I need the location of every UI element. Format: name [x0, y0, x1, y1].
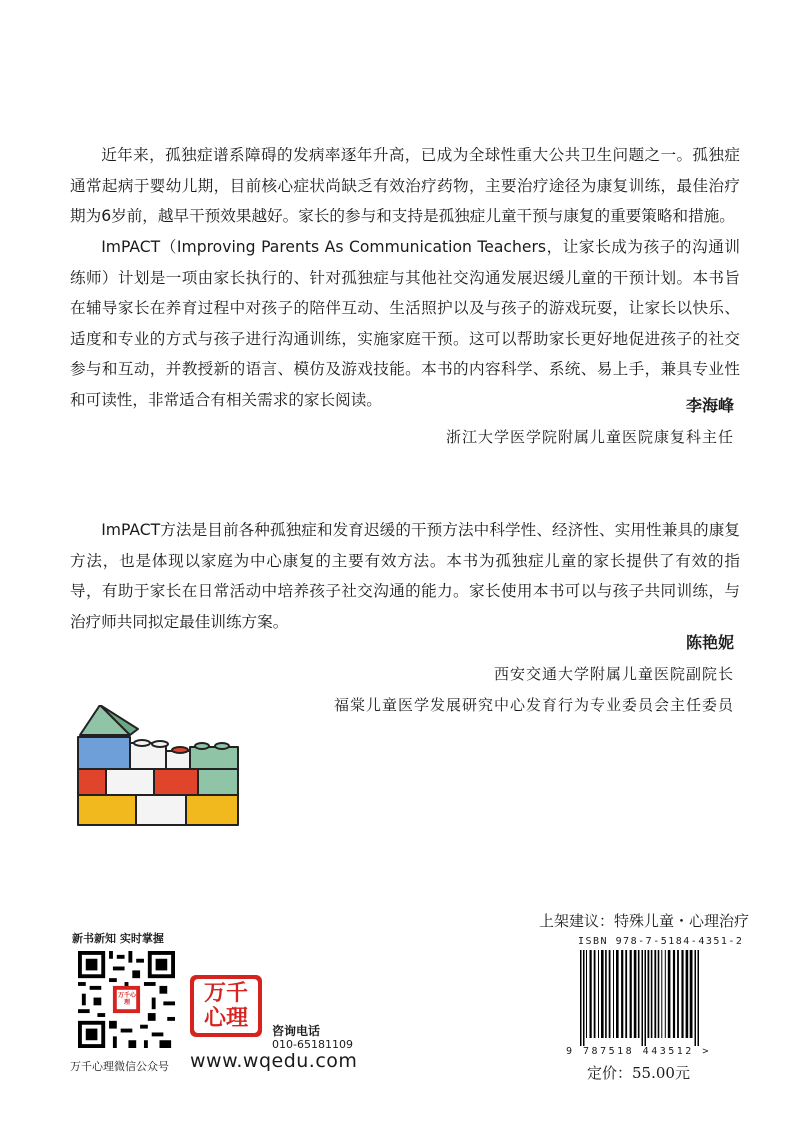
- logo-line-2: 心理: [203, 1006, 248, 1031]
- shelf-suggestion: 上架建议：特殊儿童・心理治疗: [539, 912, 750, 930]
- barcode-bar: [648, 950, 650, 1038]
- isbn-barcode: [574, 950, 740, 1046]
- barcode-bar: [642, 950, 644, 1046]
- hotline-number: 010-65181109: [272, 1038, 353, 1051]
- barcode-bar: [654, 950, 656, 1038]
- barcode-bar: [625, 950, 627, 1038]
- price: 定价：55.00元: [587, 1064, 690, 1082]
- isbn-text: ISBN 978-7-5184-4351-2: [578, 936, 744, 947]
- barcode-bar: [673, 950, 675, 1038]
- barcode-bar: [645, 950, 647, 1046]
- barcode-bar: [580, 950, 582, 1046]
- barcode-bar: [698, 950, 700, 1046]
- qr-caption-bottom: 万千心理微信公众号: [70, 1060, 169, 1073]
- hotline-label: 咨询电话: [272, 1024, 321, 1038]
- barcode-bar: [621, 950, 623, 1038]
- qr-center-label: 万千心理: [117, 992, 136, 1006]
- barcode-bar: [601, 950, 604, 1038]
- barcode-bar: [613, 950, 614, 1038]
- foreword-author-1-title: 浙江大学医学院附属儿童医院康复科主任: [445, 428, 734, 446]
- barcode-bar: [658, 950, 660, 1038]
- barcode-bar: [651, 950, 653, 1038]
- barcode-bar: [594, 950, 596, 1038]
- website-link[interactable]: www.wqedu.com: [190, 1050, 358, 1072]
- barcode-bar: [605, 950, 607, 1038]
- qr-caption-top: 新书新知 实时掌握: [72, 932, 164, 945]
- logo-line-1: 万千: [203, 981, 248, 1006]
- foreword-author-2: 陈艳妮: [685, 633, 734, 652]
- foreword-paragraph-2: ImPACT（Improving Parents As Communication Teachers，让家长成为孩子的沟通训练师）计划是一项由家长执行的、针对孤独症与其他社交沟通发展迟缓儿童的干预计划。本书旨在辅导家长在养育过程中对孩子的陪伴互动、生活照护以及与孩子的游戏玩耍，让家长以快乐、适度和专业的方式与孩子进行沟通训练，实施家庭干预。这可以帮助家长更好地促进孩子的社交参与和互动，并教授新的语言、模仿及游戏技能。本书的内容科学、系统、易上手，兼具专业性和可读性，非常适合有相关需求的家长阅读。: [70, 238, 740, 409]
- barcode-bar: [634, 950, 637, 1038]
- barcode-bar: [609, 950, 611, 1038]
- barcode-digits: 9 787518 443512 >: [566, 1046, 711, 1057]
- barcode-bar: [665, 950, 666, 1038]
- barcode-bar: [695, 950, 697, 1046]
- foreword-paragraph-1: 近年来，孤独症谱系障碍的发病率逐年升高，已成为全球性重大公共卫生问题之一。孤独症通常起病于婴幼儿期，目前核心症状尚缺乏有效治疗药物，主要治疗途径为康复训练，最佳治疗期为6岁前，越早干预效果越好。家长的参与和支持是孤独症儿童干预与康复的重要策略和措施。: [70, 146, 740, 225]
- foreword-author-2-title-2: 福棠儿童医学发展研究中心发育行为专业委员会主任委员: [333, 696, 734, 714]
- barcode-bar: [638, 950, 640, 1038]
- barcode-bar: [583, 950, 585, 1046]
- barcode-bar: [590, 950, 592, 1038]
- publisher-logo: [190, 975, 262, 1037]
- barcode-bar: [586, 950, 587, 1038]
- barcode-bar: [598, 950, 599, 1038]
- building-blocks-illustration: [70, 705, 250, 830]
- barcode-bar: [677, 950, 679, 1038]
- foreword-author-1: 李海峰: [685, 396, 734, 415]
- barcode-bar: [690, 950, 693, 1038]
- barcode-bar: [630, 950, 632, 1038]
- barcode-bar: [681, 950, 683, 1038]
- barcode-bar: [668, 950, 671, 1038]
- foreword-author-2-title-1: 西安交通大学附属儿童医院副院长: [493, 665, 734, 683]
- barcode-bar: [616, 950, 619, 1038]
- barcode-bar: [661, 950, 662, 1038]
- barcode-bar: [686, 950, 689, 1038]
- foreword-paragraph-3: ImPACT方法是目前各种孤独症和发育迟缓的干预方法中科学性、经济性、实用性兼具的康复方法，也是体现以家庭为中心康复的主要有效方法。本书为孤独症儿童的家长提供了有效的指导，有助于家长在日常活动中培养孩子社交沟通的能力。家长使用本书可以与孩子共同训练，与治疗师共同拟定最佳训练方案。: [70, 521, 740, 631]
